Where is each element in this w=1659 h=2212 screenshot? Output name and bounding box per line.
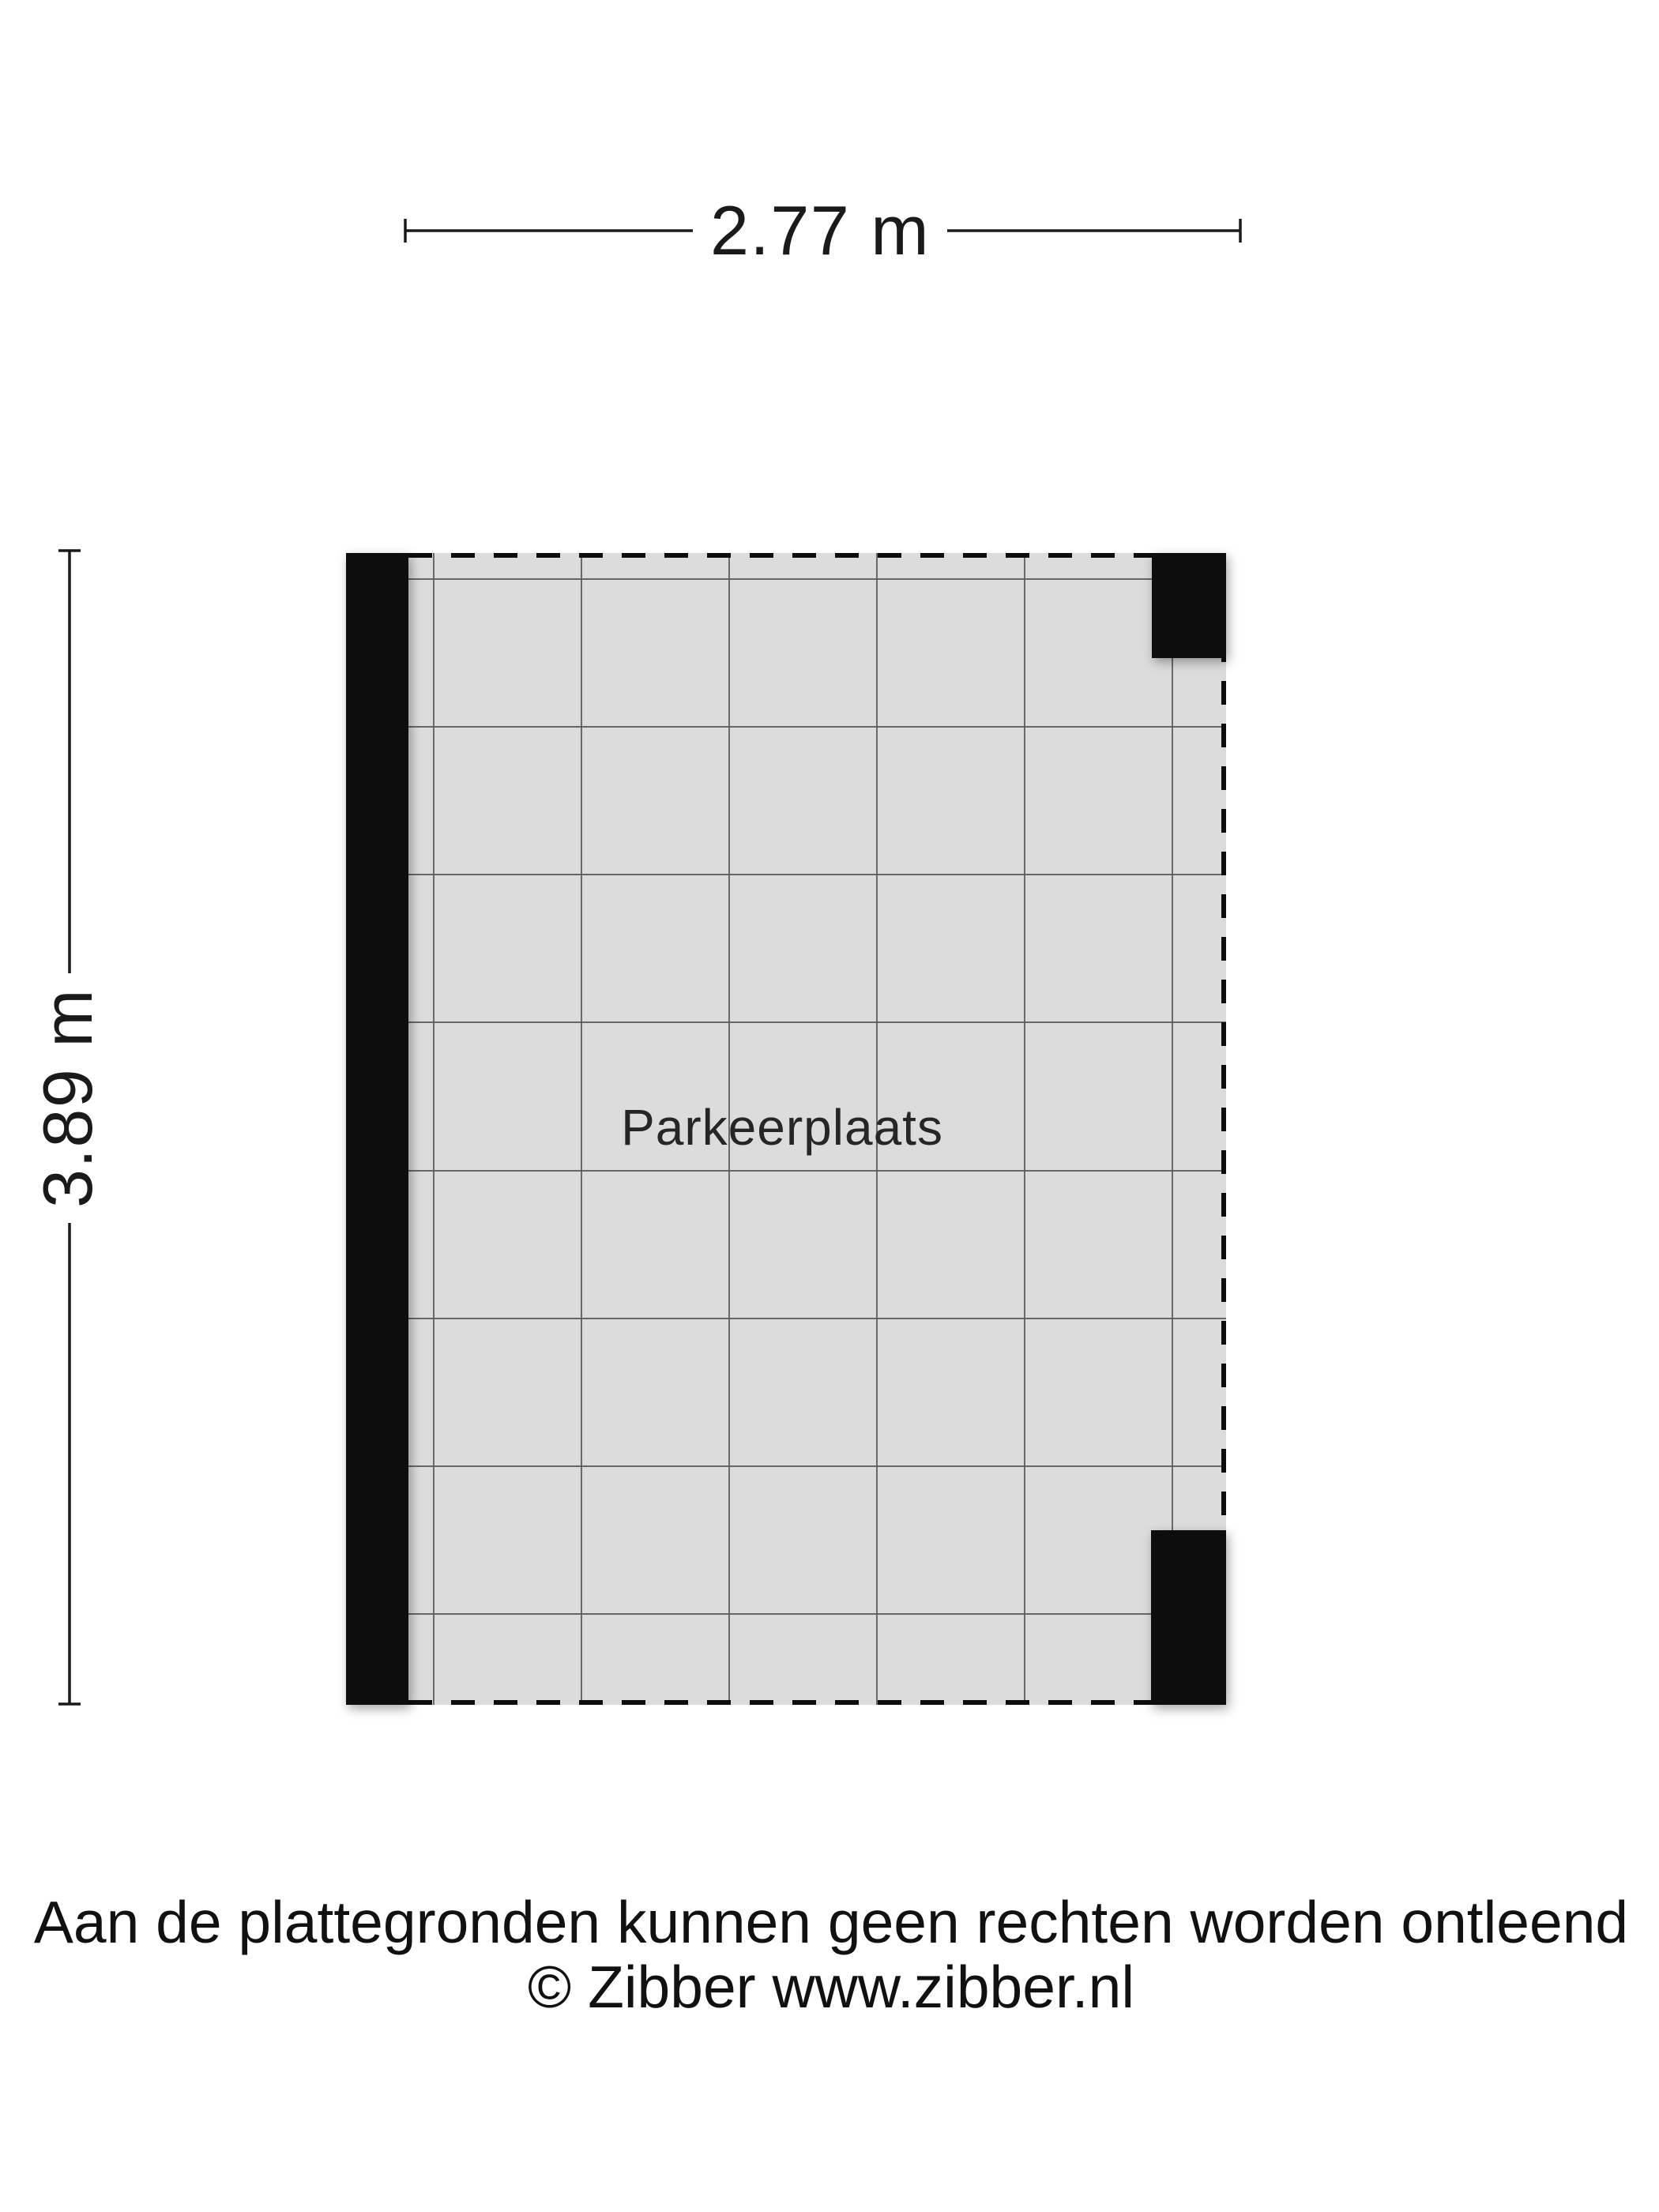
post-top-right <box>1152 553 1226 658</box>
left-wall <box>346 553 408 1705</box>
post-bottom-right <box>1151 1530 1226 1705</box>
height-dimension-label: 3.89 m <box>28 988 107 1209</box>
height-dimension <box>28 551 107 1704</box>
room-label: Parkeerplaats <box>621 1099 943 1156</box>
copyright-text: © Zibber www.zibber.nl <box>527 1954 1135 2020</box>
width-dimension-label: 2.77 m <box>709 191 931 269</box>
width-dimension <box>405 191 1240 269</box>
disclaimer-text: Aan de plattegronden kunnen geen rechten worden ontleend <box>33 1889 1629 1955</box>
